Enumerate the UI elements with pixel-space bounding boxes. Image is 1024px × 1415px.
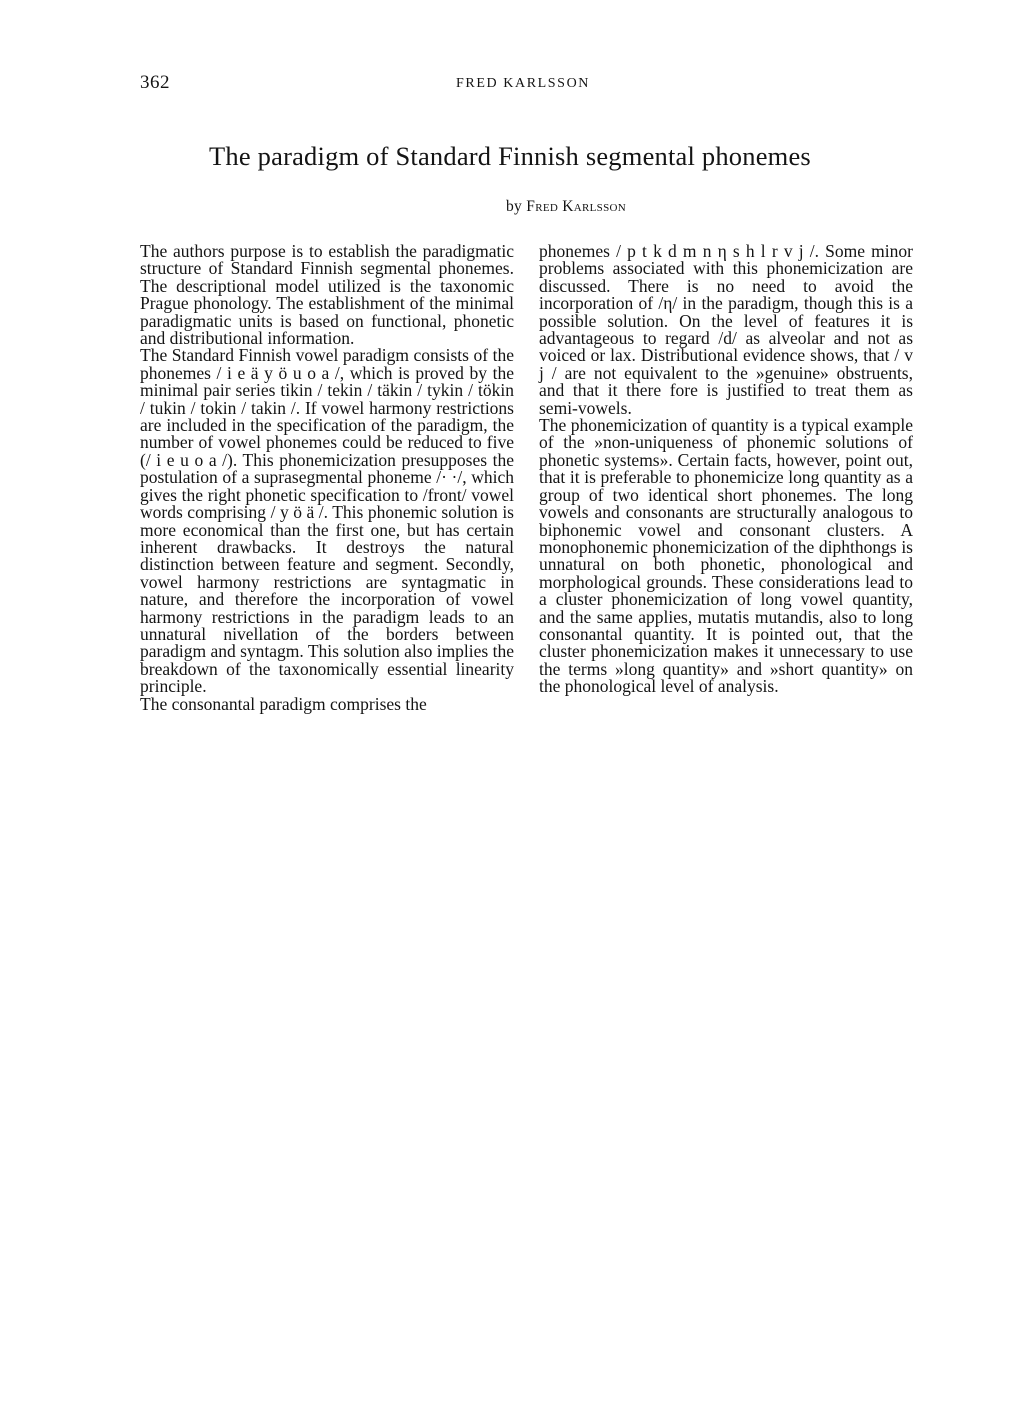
byline-prefix: by xyxy=(506,198,523,215)
paragraph-consonants-start: The consonantal paradigm comprises the xyxy=(140,693,427,714)
running-head: FRED KARLSSON xyxy=(456,76,590,91)
paragraph-consonants-cont: phonemes / p t k d m n η s h l r v j /. Some minor problems associated with this phonemicization are discussed. There is no need to avoid the incorporation of /η/ in the paradigm, though this is a possible solution. On the level of features it is advantageous to regard /d/ as alveolar and not as voiced or lax. Distributional evidence shows, that / v j / are not equivalent to the »genuine» obstruents, and that it there fore is justified to treat them as semi-vowels. xyxy=(539,241,913,418)
byline xyxy=(506,198,626,216)
article-title: The paradigm of Standard Finnish segmental phonemes xyxy=(209,141,811,171)
right-column xyxy=(539,243,913,696)
left-column xyxy=(140,243,514,713)
author-name: Fred Karlsson xyxy=(526,198,627,215)
page-number: 362 xyxy=(140,72,170,93)
paragraph-intro: The authors purpose is to establish the paradigmatic structure of Standard Finnish segmental phonemes. The descriptional model utilized is the taxonomic Prague phonology. The establishment of the minimal paradigmatic units is based on functional, phonetic and distributional information. xyxy=(140,241,514,349)
paragraph-vowels: The Standard Finnish vowel paradigm consists of the phonemes / i e ä y ö u o a /, which is proved by the minimal pair series tikin / tekin / täkin / tykin / tökin / tukin / tokin / takin /. If vowel harmony restrictions are included in the specification of the paradigm, the number of vowel phonemes could be reduced to five (/ i e u o a /). This phonemicization presupposes the postulation of a suprasegmental phoneme /· ·/, which gives the right phonetic specification to /front/ vowel words comprising / y ö ä /. This phonemic solution is more economical than the first one, but has certain inherent drawbacks. It destroys the natural distinction between feature and segment. Secondly, vowel harmony restrictions are syntagmatic in nature, and therefore the incorporation of vowel harmony restrictions in the paradigm leads to an unnatural nivellation of the borders between paradigm and syntagm. This solution also implies the breakdown of the taxonomically essential linearity principle. xyxy=(140,345,514,697)
paragraph-quantity: The phonemicization of quantity is a typical example of the »non-uniqueness of phonemic solutions of phonetic systems». Certain facts, however, point out, that it is preferable to phonemicize long quantity as a group of two identical short phonemes. The long vowels and consonants are structurally analogous to biphonemic vowel and consonant clusters. A monophonemic phonemicization of the diphthongs is unnatural on both phonetic, phonological and morphological grounds. These considerations lead to a cluster phonemicization of long vowel quantity, and the same applies, mutatis mutandis, also to long consonantal quantity. It is pointed out, that the cluster phonemicization makes it unnecessary to use the terms »long quantity» and »short quantity» on the phonological level of analysis. xyxy=(539,415,913,697)
